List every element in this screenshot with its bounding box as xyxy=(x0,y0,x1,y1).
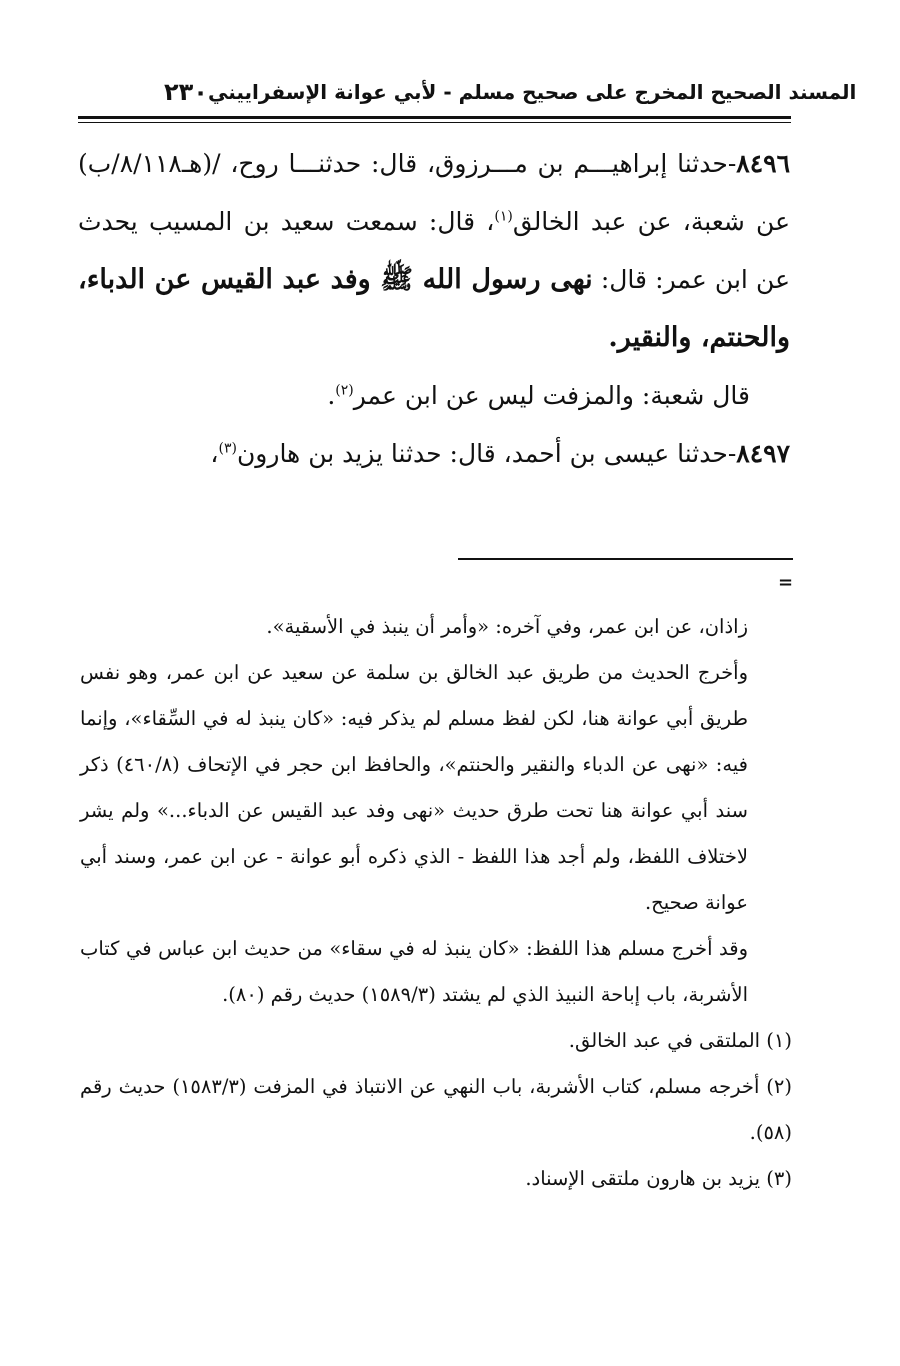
page-header xyxy=(150,70,857,114)
shuba-end: . xyxy=(327,381,336,410)
footnote-continuation-3: وقد أخرج مسلم هذا اللفظ: «كان ينبذ له في سقاء» من حديث ابن عباس في كتاب الأشربة، باب إباحة النبيذ الذي لم يشتد (١٥٨٩/٣) حديث رقم (٨٠). xyxy=(80,937,748,1006)
shuba-text: قال شعبة: والمزفت ليس عن ابن عمر xyxy=(353,381,750,410)
footnote-1: (١) الملتقى في عبد الخالق. xyxy=(568,1029,792,1052)
footnote-continuation-2: وأخرج الحديث من طريق عبد الخالق بن سلمة عن سعيد عن ابن عمر، وهو نفس طريق أبي عوانة هنا، لكن لفظ مسلم لم يذكر فيه: «كان ينبذ له في السِّقاء»، وإنما فيه: «نهى عن الدباء والنقير والحنتم»، والحافظ ابن حجر في الإتحاف (٤٦٠/٨) ذكر سند أبي عوانة هنا تحت طرق حديث «نهى وفد عبد القيس عن الدباء...» ولم يشر لاختلاف اللفظ، ولم أجد هذا اللفظ - الذي ذكره أبو عوانة - عن ابن عمر، وسند أبي عوانة صحيح. xyxy=(80,661,748,914)
continuation-mark: = xyxy=(778,572,794,593)
footnote-continuation-1: زاذان، عن ابن عمر، وفي آخره: «وأمر أن ينبذ في الأسقية». xyxy=(266,615,748,638)
shuba-comment xyxy=(78,367,790,425)
footnote-2: (٢) أخرجه مسلم، كتاب الأشربة، باب النهي عن الانتباذ في المزفت (١٥٨٣/٣) حديث رقم (٥٨). xyxy=(80,1075,792,1144)
hadith-8496 xyxy=(78,135,790,367)
running-title: المسند الصحيح المخرج على صحيح مسلم - لأبي عوانة الإسفراييني xyxy=(207,80,857,104)
hadith-number: ٨٤٩٦ xyxy=(736,149,790,178)
hadith-isnad-continued: ، قال: سمعت سعيد بن المسيب يحدث عن ابن عمر: قال: xyxy=(78,207,790,294)
hadith-matn: نهى رسول الله ﷺ وفد عبد القيس عن الدباء، والحنتم، والنقير. xyxy=(78,264,790,353)
hadith-isnad: -حدثنا عيسى بن أحمد، قال: حدثنا يزيد بن هارون xyxy=(236,439,737,468)
hadith-isnad: -حدثنا إبراهيـــم بن مـــرزوق، قال: حدثنـــا روح، /(هـ٨/١١٨/ب) عن شعبة، عن عبد الخالق xyxy=(78,149,790,236)
hadith-end: ، xyxy=(210,439,219,468)
footnote-ref-1[interactable]: (١) xyxy=(494,208,513,225)
hadith-number: ٨٤٩٧ xyxy=(736,439,790,468)
footnotes xyxy=(80,604,792,1202)
page-number: ٢٣٠ xyxy=(164,78,208,106)
footnote-separator xyxy=(458,558,793,560)
footnote-ref-2[interactable]: (٢) xyxy=(335,382,354,399)
footnote-3: (٣) يزيد بن هارون ملتقى الإسناد. xyxy=(525,1167,792,1190)
header-rule-thick xyxy=(78,116,791,119)
header-rule-thin xyxy=(78,122,791,123)
footnote-ref-3[interactable]: (٣) xyxy=(218,440,237,457)
main-text xyxy=(78,135,790,483)
hadith-8497 xyxy=(78,425,790,483)
